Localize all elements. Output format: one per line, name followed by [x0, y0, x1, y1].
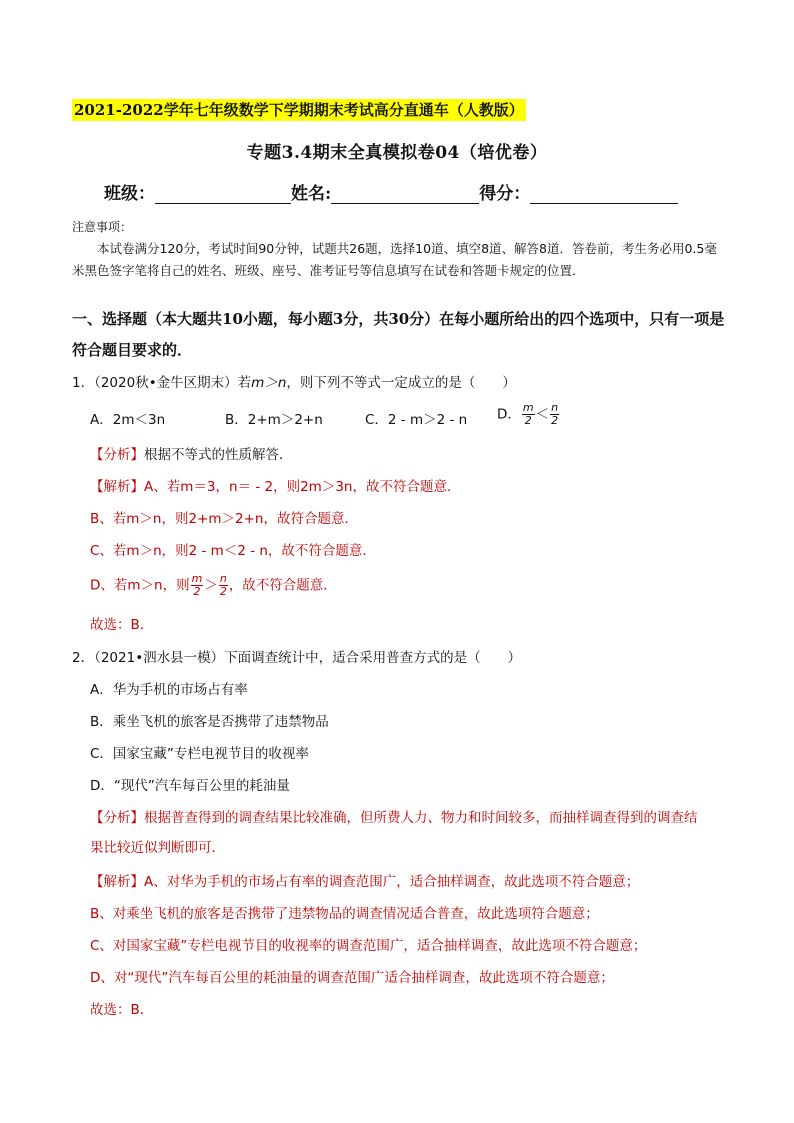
question-2-stem: 2．（2021•泗水县一模）下面调查统计中，适合采用普查方式的是（ ）: [72, 650, 522, 666]
q2-answer: 故选：B．: [90, 1002, 154, 1018]
q1-option-c: C．2 - m＞2 - n: [365, 412, 468, 428]
q1-answer: 故选：B．: [90, 617, 154, 633]
notes-body: 本试卷满分120分，考试时间90分钟，试题共26题，选择10道、填空8道、解答8道．答卷前，考生务必用0.5毫米黑色签字笔将自己的姓名、班级、座号、准考证号等信息填写在试卷和答题卡规定的位置．: [72, 241, 717, 278]
notes-title: 注意事项：: [72, 220, 133, 234]
section-heading: 一、选择题（本大题共10小题，每小题3分，共30分）在每小题所给出的四个选项中，只有一项是符合题目要求的．: [72, 310, 725, 359]
question-1-stem: 1．（2020秋•金牛区期末）若m＞n，则下列不等式一定成立的是（ ）: [72, 375, 516, 391]
fraction: $\frac{m}{2}$: [522, 401, 534, 427]
fraction: $\frac{m}{2}$: [191, 572, 203, 598]
q1-option-b: B．2+m＞2+n: [225, 412, 323, 428]
header-band: 2021-2022学年七年级数学下学期期末考试高分直通车（人教版）: [74, 101, 524, 119]
page-title: 专题3.4期末全真模拟卷04（培优卷）: [246, 143, 548, 163]
q1-solution-a: 【解析】A、若m＝3，n＝ - 2，则2m＞3n，故不符合题意．: [90, 479, 461, 495]
q2-option-c: C．国家宝藏”专栏电视节目的收视率: [90, 746, 309, 762]
q1-option-a: A．2m＜3n: [90, 412, 166, 428]
class-blank: [155, 185, 291, 204]
class-label: 班级：: [104, 184, 155, 204]
q1-solution-c: C、若m＞n，则2 - m＜2 - n，故不符合题意．: [90, 543, 376, 559]
q2-option-d: D．“现代”汽车每百公里的耗油量: [90, 778, 290, 794]
fraction: $\frac{n}{2}$: [219, 572, 227, 598]
fraction: $\frac{n}{2}$: [551, 401, 559, 427]
q2-solution-d: D、对“现代”汽车每百公里的耗油量的调查范围广适合抽样调查，故此选项不符合题意；: [90, 970, 614, 986]
q2-analysis-line1: 【分析】根据普查得到的调查结果比较准确，但所费人力、物力和时间较多，而抽样调查得到的调查结: [90, 810, 698, 826]
name-blank: [331, 185, 479, 204]
q1-analysis: 【分析】根据不等式的性质解答．: [90, 447, 293, 463]
q1-solution-d: D、若m＞n，则 $\frac{m}{2}$ ＞ $\frac{n}{2}$ ，故不符合题意．: [90, 572, 337, 598]
name-label: 姓名:: [291, 184, 332, 204]
q2-option-b: B．乘坐飞机的旅客是否携带了违禁物品: [90, 714, 329, 730]
q2-solution-c: C、对国家宝藏”专栏电视节目的收视率的调查范围广，适合抽样调查，故此选项不符合题意；: [90, 938, 647, 954]
q2-solution-b: B、对乘坐飞机的旅客是否携带了违禁物品的调查情况适合普查，故此选项符合题意；: [90, 906, 599, 922]
student-info-line: [104, 179, 678, 204]
q2-solution-a: 【解析】A、对华为手机的市场占有率的调查范围广，适合抽样调查，故此选项不符合题意；: [90, 874, 640, 890]
score-blank: [530, 185, 678, 204]
q2-option-a: A．华为手机的市场占有率: [90, 682, 248, 698]
q1-option-d: D． $\frac{m}{2}$ ＜ $\frac{n}{2}$: [497, 401, 559, 427]
q2-analysis-line2: 果比较近似判断即可．: [90, 840, 225, 856]
score-label: 得分：: [479, 184, 531, 204]
q1-solution-b: B、若m＞n，则2+m＞2+n，故符合题意．: [90, 511, 358, 527]
